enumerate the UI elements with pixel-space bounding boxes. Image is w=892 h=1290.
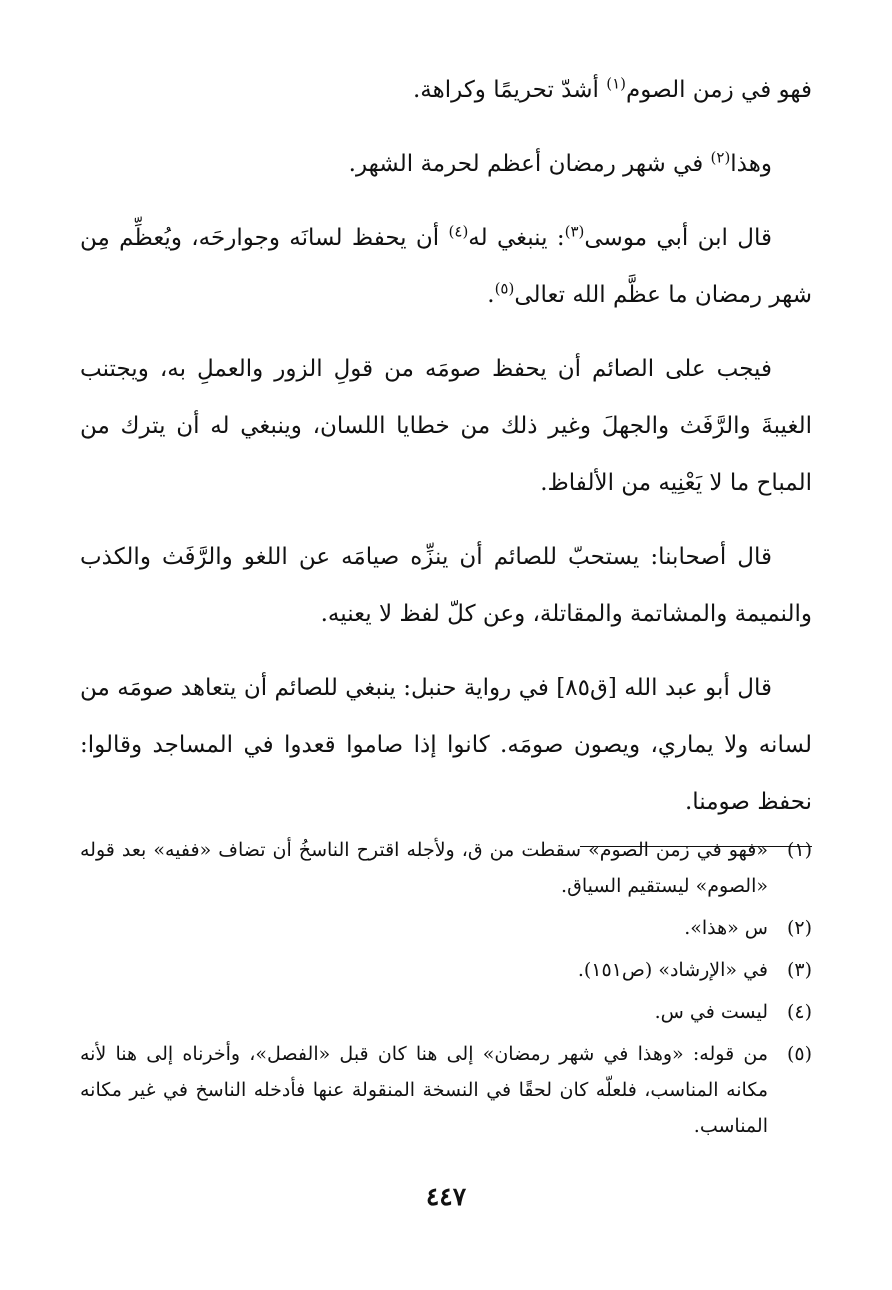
footnote-ref-3: (٣)	[564, 222, 585, 241]
paragraph-3-text: قال ابن أبي موسى	[584, 225, 772, 251]
footnote-ref-4: (٤)	[448, 222, 469, 241]
paragraph-4: فيجب على الصائم أن يحفظ صومَه من قولِ الزور والعملِ به، ويجتنب الغيبةَ والرَّفَث والجهلَ وغير ذلك من خطايا اللسان، وينبغي له أن يترك من المباح ما لا يَعْنِيه من الألفاظ.	[80, 356, 812, 496]
footnote-text: ليست في س.	[654, 1001, 768, 1023]
footnote-text: «فهو في زمن الصوم» سقطت من ق، ولأجله اقترح الناسخُ أن تضاف «ففيه» بعد قوله «الصوم» ليستقيم السياق.	[80, 839, 768, 897]
page-number: ٤٤٧	[425, 1182, 467, 1211]
paragraph-1-text: فهو في زمن الصوم	[626, 77, 812, 103]
footnote-ref-2: (٢)	[710, 148, 731, 167]
footnote-number: (٤)	[786, 1001, 812, 1023]
footnote-text: س «هذا».	[684, 917, 768, 939]
footnotes	[80, 832, 812, 1150]
footnote-number: (٢)	[786, 917, 812, 939]
paragraph-2-text-end: في شهر رمضان أعظم لحرمة الشهر.	[348, 151, 711, 177]
paragraph-3	[80, 210, 812, 324]
paragraph-3-text-end: أن يحفظ لسانَه وجوارحَه، ويُعظِّم مِن شهر رمضان ما عظَّم الله تعالى	[80, 225, 812, 308]
paragraph-1-text-end: أشدّ تحريمًا وكراهة.	[413, 77, 607, 103]
paragraph-1	[80, 62, 812, 119]
footnote-text: في «الإرشاد» (ص١٥١).	[577, 959, 768, 981]
paragraph-5: قال أصحابنا: يستحبّ للصائم أن ينزِّه صيامَه عن اللغو والرَّفَث والكذب والنميمة والمشاتمة والمقاتلة، وعن كلّ لفظ لا يعنيه.	[80, 544, 812, 627]
footnote-4	[80, 994, 812, 1030]
footnote-5	[80, 1036, 812, 1144]
footnote-number: (٥)	[786, 1043, 812, 1065]
paragraph-3-tail: .	[487, 282, 495, 308]
footnote-2	[80, 910, 812, 946]
footnote-3	[80, 952, 812, 988]
paragraph-2-text: وهذا	[730, 151, 772, 177]
footnote-number: (١)	[786, 839, 812, 861]
paragraph-6: قال أبو عبد الله [ق٨٥] في رواية حنبل: ينبغي للصائم أن يتعاهد صومَه من لسانه ولا يماري، ويصون صومَه. كانوا إذا صاموا قعدوا في المساجد وقالوا: نحفظ صومنا.	[80, 675, 812, 815]
footnote-ref-5: (٥)	[494, 279, 515, 298]
footnote-text: من قوله: «وهذا في شهر رمضان» إلى هنا كان قبل «الفصل»، وأخرناه إلى هنا لأنه مكانه المناسب، فلعلّه كان لحقًا في النسخة المنقولة عنها فأدخله الناسخ في غير مكانه المناسب.	[80, 1043, 768, 1137]
footnote-number: (٣)	[786, 959, 812, 981]
footnote-ref-1: (١)	[606, 74, 627, 93]
paragraph-3-text-mid: : ينبغي له	[468, 225, 565, 251]
main-text	[80, 62, 812, 848]
paragraph-2	[80, 136, 812, 193]
footnote-1	[80, 832, 812, 904]
